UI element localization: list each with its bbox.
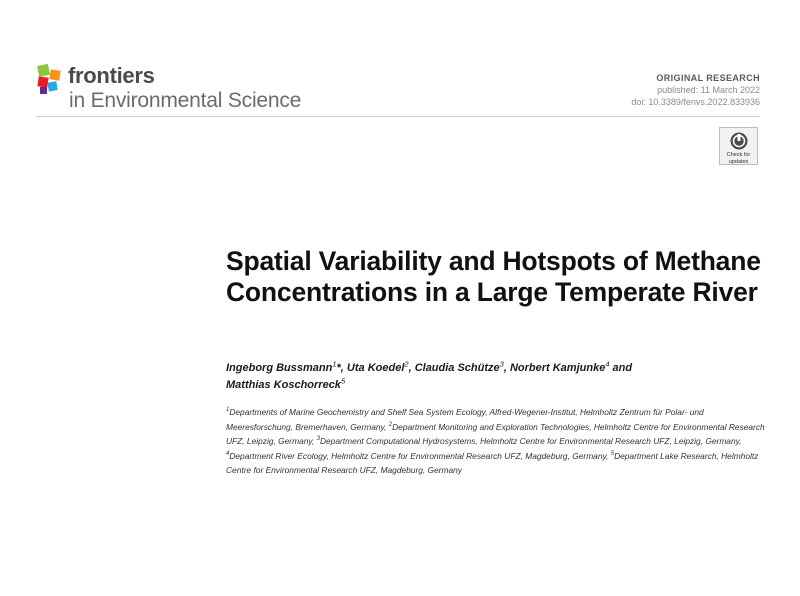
logo-blue-square <box>47 81 57 91</box>
logo-red-square <box>37 76 48 87</box>
author-affiliation-sup: 5 <box>340 376 346 386</box>
check-updates-label-2: updates <box>728 159 749 165</box>
author-separator: , <box>503 362 510 374</box>
brand-name: frontiers <box>68 63 155 88</box>
author-name[interactable]: Uta Koedel <box>346 362 405 374</box>
author-list <box>226 360 766 394</box>
check-for-updates-button[interactable] <box>719 127 758 165</box>
author-separator: , <box>340 362 347 374</box>
article-meta <box>631 72 760 108</box>
logo-purple-square <box>40 87 47 94</box>
author-affiliation-sup: 4 <box>605 359 610 369</box>
published-date: published: 11 March 2022 <box>657 85 760 95</box>
author-separator: and <box>609 362 633 374</box>
affiliation-number: 4 <box>226 450 230 457</box>
affiliation-text: Department Monitoring and Exploration Technologies, Helmholtz Centre for Environmental Research UFZ, Leipzig, Germany, <box>226 421 765 447</box>
corresponding-mark: * <box>336 362 341 374</box>
header-divider <box>36 116 760 117</box>
article-type: ORIGINAL RESEARCH <box>656 73 760 83</box>
author-affiliation-sup: 2 <box>404 359 409 369</box>
affiliation-number: 2 <box>388 421 393 428</box>
journal-name: in Environmental Science <box>69 89 302 112</box>
affiliation-number: 1 <box>226 407 230 414</box>
author-affiliation-sup: 3 <box>499 359 504 369</box>
logo-green-square <box>37 64 50 77</box>
author-name[interactable]: Ingeborg Bussmann <box>226 362 333 374</box>
affiliation-number: 5 <box>610 450 615 457</box>
author-name[interactable]: Claudia Schütze <box>414 362 500 374</box>
affiliation-text: Department Lake Research, Helmholtz Centre for Environmental Research UFZ, Magdeburg, Germany <box>226 450 759 476</box>
check-updates-icon <box>729 131 749 151</box>
doi[interactable]: doi: 10.3389/fenvs.2022.833936 <box>631 97 760 107</box>
affiliation-text: Department Computational Hydrosystems, Helmholtz Centre for Environmental Research UFZ, Leipzig, Germany, <box>319 436 742 447</box>
author-affiliation-sup: 1 <box>332 359 337 369</box>
author-separator: , <box>408 362 415 374</box>
author-name[interactable]: Matthias Koschorreck <box>226 379 341 391</box>
affiliation-list <box>226 405 766 478</box>
frontiers-logo-icon <box>37 64 65 94</box>
article-title: Spatial Variability and Hotspots of Methane Concentrations in a Large Temperate River <box>226 246 761 307</box>
affiliation-text: Department River Ecology, Helmholtz Centre for Environmental Research UFZ, Magdeburg, Germany, <box>229 450 611 461</box>
affiliation-text: Departments of Marine Geochemistry and Shelf Sea System Ecology, Alfred-Wegener-Institut, Helmholtz Zentrum für Polar- und Meeresforschung, Bremerhaven, Germany, <box>226 407 704 432</box>
author-name[interactable]: Norbert Kamjunke <box>509 362 606 374</box>
check-updates-label-1: Check for <box>726 152 751 158</box>
logo-orange-square <box>49 69 61 81</box>
affiliation-number: 3 <box>316 436 320 443</box>
